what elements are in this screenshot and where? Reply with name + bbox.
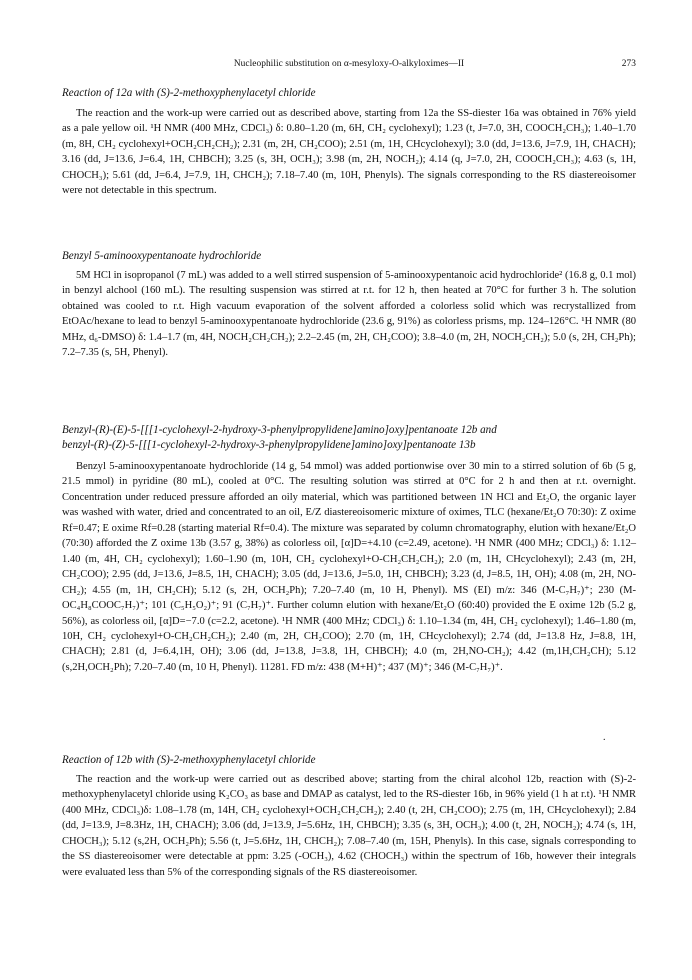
section-heading-benzyl-aminooxypentanoate bbox=[62, 249, 636, 264]
running-title: Nucleophilic substitution on α-mesyloxy-O-alkyloximes—II bbox=[233, 59, 465, 69]
section-heading-oximes-12b-13b bbox=[62, 423, 636, 454]
section-heading-text: Reaction of 12b with (S)-2-methoxyphenylacetyl chloride bbox=[62, 754, 316, 766]
running-header bbox=[62, 59, 636, 73]
page-number: 273 bbox=[621, 59, 636, 69]
section-heading-line-1: Benzyl-(R)-(E)-5-[[[1-cyclohexyl-2-hydroxy-3-phenylpropylidene]amino]oxy]pentanoate 12b and bbox=[62, 424, 497, 436]
section-heading-text: Benzyl 5-aminooxypentanoate hydrochloride bbox=[62, 250, 262, 262]
stray-mark: . bbox=[603, 732, 606, 743]
section-heading-reaction-12b bbox=[62, 753, 636, 768]
paragraph-benzyl-aminooxypentanoate: 5M HCl in isopropanol (7 mL) was added to a well stirred suspension of 5-aminooxypentanoic acid hydrochloride² (16.8 g, 0.1 mol) in benzyl alchool (160 mL). The resulting suspension was stirred at r.t. for 12 h, then heated at 70°C for further 3 h. The solution obtained was cooled to r.t. High vacuum evaporation of the solvent afforded a colorless solid which was recrystallized from EtOAc/hexane to lead to benzyl 5-aminooxypentanoate hydrochloride (23.6 g, 91%) as colorless prisms, mp. 124–126°C. ¹H NMR (80 MHz, d₆-DMSO) δ: 1.4–1.7 (m, 4H, NOCH₂CH₂CH₂); 2.2–2.45 (m, 2H, CH₂COO); 3.8–4.0 (m, 2H, NOCH₂CH₂); 5.0 (s, 2H, CH₂Ph); 7.2–7.35 (s, 5H, Phenyl). bbox=[62, 270, 636, 359]
section-heading-text: Reaction of 12a with (S)-2-methoxyphenylacetyl chloride bbox=[62, 87, 316, 99]
section-heading-reaction-12a bbox=[62, 86, 636, 101]
paragraph-reaction-12b: The reaction and the work-up were carried out as described above; starting from the chiral alcohol 12b, reaction with (S)-2-methoxyphenylacetyl chloride using K₂CO₃ as base and DMAP as catalyst, led to the RS-diester 16b, in 96% yield (1 h at r.t). ¹H NMR (400 MHz, CDCl₃)δ: 1.08–1.78 (m, 14H, CH₂ cyclohexyl+OCH₂CH₂CH₂); 2.40 (t, 2H, CH₂COO); 2.75 (m, 1H, CHcyclohexyl); 2.84 (dd, J=13.9, J=8.3Hz, 1H, CHACH); 3.06 (dd, J=13.9, J=5.6Hz, 1H, CHBCH); 3.35 (s, 3H, OCH₃); 4.00 (t, 2H, NOCH₂); 4.74 (s, 1H, CHOCH₃); 5.12 (s,2H, OCH₂Ph); 5.56 (t, J=5.6Hz, 1H, CHCH₂); 7.08–7.40 (m, 15H, Phenyls). In this case, signals corresponding to the SS diastereoisomer were detectable at ppm: 3.25 (-OCH₃), 4.62 (CHOCH₃) within the spectrum of 16b, however their integrals were evaluated less than 5% of the corresponding signals of the RS diastereoisomer. bbox=[62, 774, 636, 878]
section-heading-line-2: benzyl-(R)-(Z)-5-[[[1-cyclohexyl-2-hydroxy-3-phenylpropylidene]amino]oxy]pentanoate 13b bbox=[62, 439, 476, 452]
paragraph-reaction-12a: The reaction and the work-up were carried out as described above, starting from 12a the SS-diester 16a was obtained in 76% yield as a pale yellow oil. ¹H NMR (400 MHz, CDCl₃) δ: 0.80–1.20 (m, 6H, CH₂ cyclohexyl); 1.23 (t, J=7.0, 3H, COOCH₂CH₃); 1.40–1.70 (m, 8H, CH₂ cyclohexyl+OCH₂CH₂CH₂); 2.31 (m, 2H, CH₂COO); 2.51 (m, 1H, CHcyclohexyl); 3.0 (dd, J=13.6, J=7.9, 1H, CHACH); 3.16 (dd, J=13.6, J=6.4, 1H, CHBCH); 3.25 (s, 3H, OCH₃); 3.98 (m, 2H, NOCH₂); 4.14 (q, J=7.0, 2H, COOCH₂CH₃); 4.63 (s, 1H, CHOCH₃); 5.61 (dd, J=6.4, J=7.9, 1H, CHCH₂); 7.18–7.40 (m, 10H, Phenyls). The signals corresponding to the RS diastereoisomer were not detectable in this spectrum. bbox=[62, 108, 636, 197]
paragraph-oximes-12b-13b: Benzyl 5-aminooxypentanoate hydrochloride (14 g, 54 mmol) was added portionwise over 30 min to a stirred solution of 6b (5 g, 21.5 mmol) in pyridine (80 mL), cooled at 0°C. The resulting solution was stirred at 0°C for 2 h and then at r.t. overnight. Concentration under reduced pressure afforded an oily material, which was partitioned between 1N HCl and Et₂O, the organic layer was washed with water, dried and concentrated to an oil, E/Z diastereoisomeric mixture of oximes, TLC (hexane/Et₂O 70:30): Z oxime Rf=0.47; E oxime Rf=0.28 (starting material Rf=0.4). The mixture was separated by column chromatography, elution with hexane/Et₂O (70:30) afforded the Z oxime 13b (3.57 g, 38%) as colorless oil, [α]D=+4.10 (c=2.49, acetone). ¹H NMR (400 MHz; CDCl₃) δ: 1.12–1.40 (m, 4H, CH₂ cyclohexyl); 1.60–1.90 (m, 10H, CH₂ cyclohexyl+O-CH₂CH₂CH₂); 2.0 (m, 1H, CHcyclohexyl); 2.43 (m, 2H, CH₂COO); 2.95 (dd, J=13.6, J=8.5, 1H, CHACH); 3.05 (dd, J=13.6, J=5.0, 1H, CHBCH); 3.23 (d, J=8.5, 1H, OH); 4.08 (m, 2H, NO-CH₂); 4.55 (m, 1H, CH₂CH); 5.12 (s, 2H, OCH₂Ph); 7.20–7.40 (m, 10 H, Phenyl). MS (EI) m/z: 346 (M-C₇H₇)⁺; 230 (M-OC₄H₈COOC₇H₇)⁺; 101 (C₅H₅O₂)⁺; 91 (C₇H₇)⁺. Further column elution with hexane/Et₂O (60:40) provided the E oxime 12b (5.2 g, 56%), as colorless oil, [α]D=−7.0 (c=2.2, acetone). ¹H NMR (400 MHz; CDCl₃) δ: 1.10–1.34 (m, 4H, CH₂ cyclohexyl); 1.46–1.80 (m, 10H, CH₂ cyclohexyl+O-CH₂CH₂CH₂); 2.40 (m, 2H, CH₂COO); 2.70 (m, 1H, CHcyclohexyl); 2.74 (dd, J=13.8 Hz, J=8.8, 1H, CHACH); 2.81 (d, J=6.4,1H, OH); 3.06 (dd, J=13.8, J=3.8, 1H, CHBCH); 4.0 (m, 2H,NO-CH₂); 4.42 (m,1H,CH₂CH); 5.12 (s,2H,OCH₂Ph); 7.20–7.40 (m, 10 H, Phenyl). 11281. FD m/z: 438 (M+H)⁺; 437 (M)⁺; 346 (M-C₇H₇)⁺. bbox=[62, 461, 636, 673]
